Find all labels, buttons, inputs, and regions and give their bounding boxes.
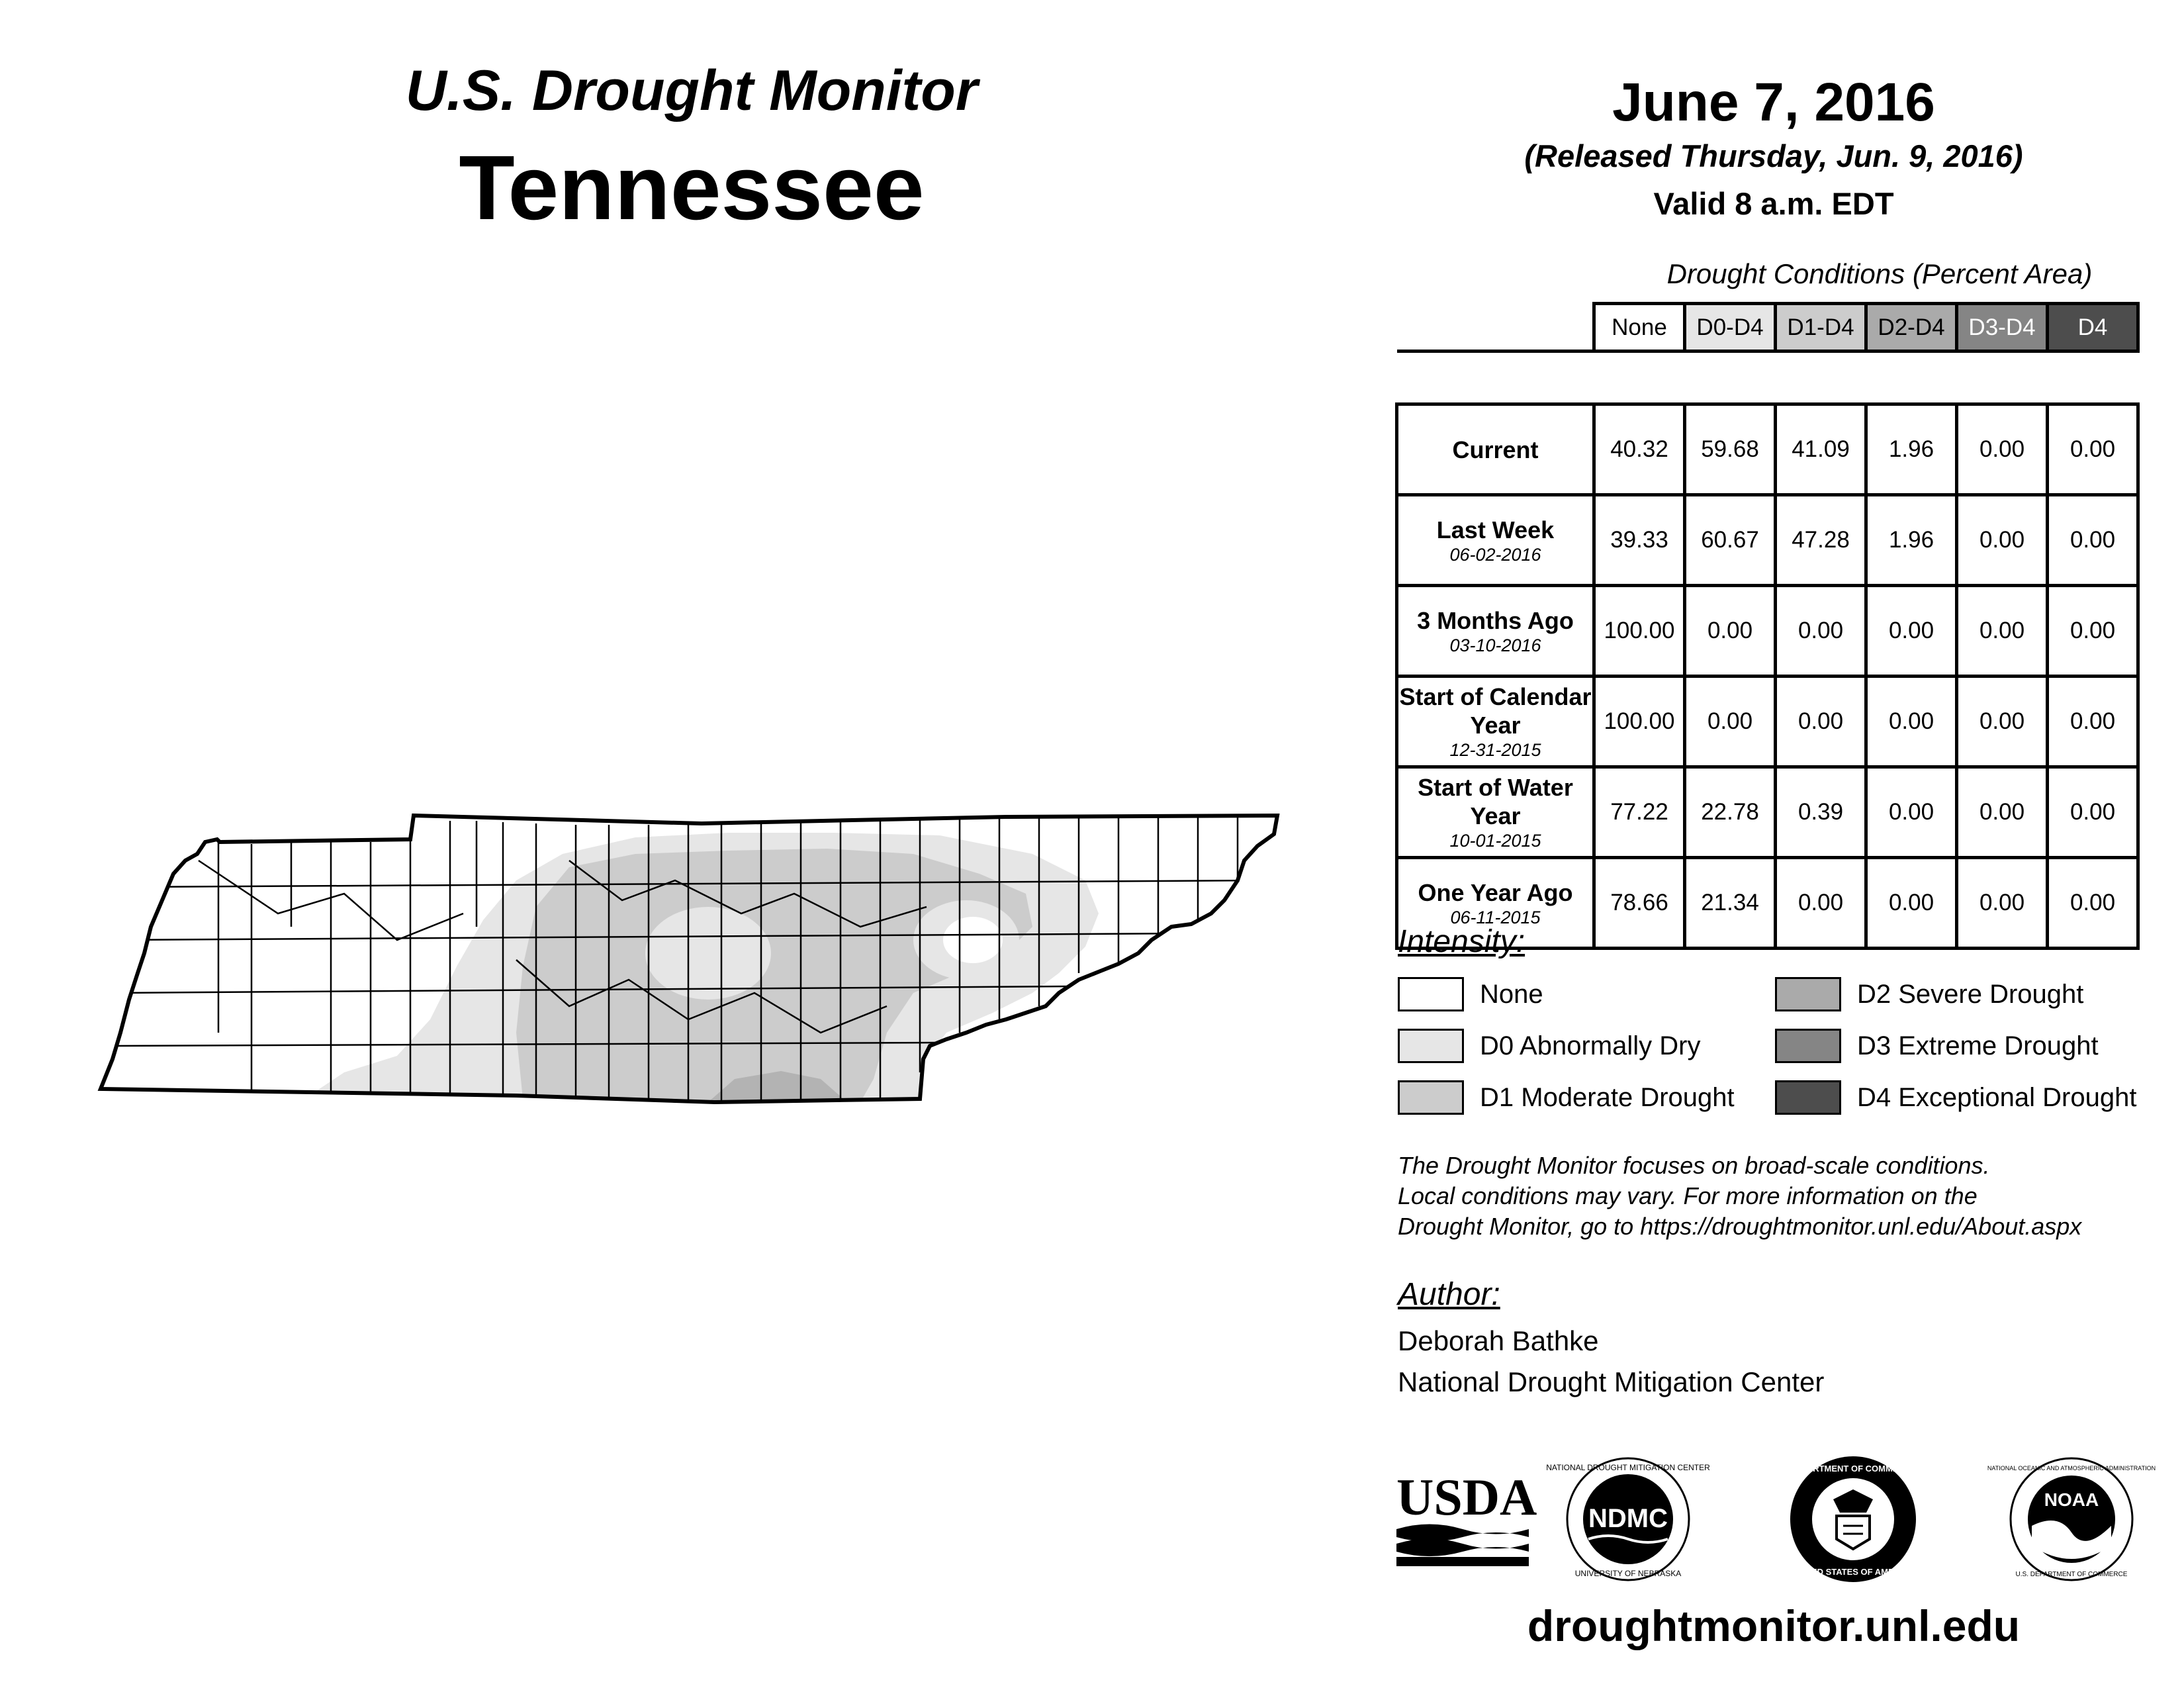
table-cell: 0.00: [1957, 586, 2048, 677]
table-row: [1397, 495, 2138, 586]
column-header: D0-D4: [1685, 304, 1776, 352]
column-header: None: [1594, 304, 1685, 352]
row-title: Start of Water Year: [1418, 774, 1573, 829]
row-title: Last Week: [1436, 516, 1555, 543]
row-title: One Year Ago: [1418, 878, 1573, 906]
table-cell: 78.66: [1594, 858, 1685, 949]
row-label: [1397, 586, 1594, 677]
state-title: Tennessee: [459, 137, 925, 239]
table-cell: 39.33: [1594, 495, 1685, 586]
column-header: D2-D4: [1866, 304, 1957, 352]
legend-swatch: [1775, 977, 1841, 1011]
row-date: 06-02-2016: [1449, 544, 1541, 565]
table-cell: 0.39: [1776, 767, 1866, 858]
legend-label: None: [1480, 979, 1543, 1009]
row-label: [1397, 677, 1594, 767]
column-header: D3-D4: [1957, 304, 2048, 352]
table-cell: 0.00: [2048, 767, 2138, 858]
table-spacer: [1594, 352, 2138, 404]
table-cell: 41.09: [1776, 404, 1866, 495]
noaa-logo: [1987, 1458, 2156, 1580]
legend-heading: Intensity:: [1398, 924, 1525, 959]
table-cell: 0.00: [2048, 495, 2138, 586]
disclaimer: [1398, 1150, 2179, 1242]
legend-label: D4 Exceptional Drought: [1857, 1082, 2137, 1112]
table-cell: 0.00: [2048, 858, 2138, 949]
noaa-text: NOAA: [2044, 1489, 2099, 1510]
column-header: D1-D4: [1776, 304, 1866, 352]
none-pocket: [943, 917, 1003, 963]
author-name: Deborah Bathke: [1398, 1325, 1599, 1356]
table-cell: 0.00: [1866, 677, 1957, 767]
valid-time: Valid 8 a.m. EDT: [1653, 186, 1894, 221]
table-cell: 0.00: [1685, 586, 1776, 677]
legend-swatch: [1398, 1080, 1464, 1115]
table-cell: 59.68: [1685, 404, 1776, 495]
table-cell: 40.32: [1594, 404, 1685, 495]
table-cell: 21.34: [1685, 858, 1776, 949]
row-date: 06-11-2015: [1450, 907, 1541, 927]
table-cell: 0.00: [1776, 586, 1866, 677]
disclaimer-line: Drought Monitor, go to https://droughtmonitor.unl.edu/About.aspx: [1398, 1213, 2082, 1240]
legend-swatch: [1775, 1080, 1841, 1115]
noaa-ring-bottom: U.S. DEPARTMENT OF COMMERCE: [2015, 1571, 2128, 1578]
table-row: [1397, 404, 2138, 495]
ndmc-logo: [1546, 1458, 1710, 1580]
legend-swatch: [1775, 1029, 1841, 1063]
drought-conditions-table: [1395, 302, 2140, 950]
table-header-row: [1397, 304, 2138, 352]
doc-ring-top: DEPARTMENT OF COMMERCE: [1790, 1464, 1917, 1474]
legend-item: [1775, 974, 2083, 1014]
table-cell: 0.00: [1957, 404, 2048, 495]
legend-label: D3 Extreme Drought: [1857, 1031, 2099, 1060]
column-header: D4: [2048, 304, 2138, 352]
table-cell: 0.00: [1957, 858, 2048, 949]
table-cell: 0.00: [2048, 404, 2138, 495]
d0-pocket: [645, 907, 771, 1000]
usda-logo: [1396, 1468, 1537, 1566]
author-organization: National Drought Mitigation Center: [1398, 1366, 1825, 1397]
table-cell: 100.00: [1594, 677, 1685, 767]
table-caption: Drought Conditions (Percent Area): [1666, 258, 2093, 289]
table-cell: 100.00: [1594, 586, 1685, 677]
table-cell: 0.00: [1776, 858, 1866, 949]
table-cell: 0.00: [2048, 677, 2138, 767]
legend-swatch: [1398, 977, 1464, 1011]
disclaimer-line: The Drought Monitor focuses on broad-scale conditions.: [1398, 1152, 1990, 1179]
table-spacer: [1397, 352, 1594, 404]
legend-item: [1775, 1078, 2136, 1117]
release-date: (Released Thursday, Jun. 9, 2016): [1524, 138, 2023, 173]
row-label: [1397, 767, 1594, 858]
row-title: 3 Months Ago: [1417, 606, 1574, 634]
legend-item: [1398, 974, 1543, 1014]
table-cell: 0.00: [1957, 767, 2048, 858]
doc-seal: [1790, 1456, 1917, 1582]
table-row: [1397, 767, 2138, 858]
legend-item: [1398, 1026, 1700, 1066]
ndmc-ring-bottom: UNIVERSITY OF NEBRASKA: [1574, 1569, 1682, 1578]
table-row: [1397, 677, 2138, 767]
usda-text: USDA: [1396, 1468, 1537, 1526]
row-title: Start of Calendar Year: [1399, 683, 1592, 739]
table-cell: 47.28: [1776, 495, 1866, 586]
ndmc-ring-top: NATIONAL DROUGHT MITIGATION CENTER: [1546, 1463, 1710, 1472]
legend-label: D1 Moderate Drought: [1480, 1082, 1735, 1112]
disclaimer-line: Local conditions may vary. For more information on the: [1398, 1182, 1978, 1209]
website-url[interactable]: droughtmonitor.unl.edu: [1527, 1601, 2021, 1650]
row-date: 12-31-2015: [1449, 740, 1541, 760]
author-heading: Author:: [1398, 1277, 1500, 1312]
table-cell: 0.00: [1866, 767, 1957, 858]
map-date: June 7, 2016: [1612, 72, 1935, 132]
table-corner: [1397, 304, 1594, 352]
table-cell: 60.67: [1685, 495, 1776, 586]
table-cell: 0.00: [1685, 677, 1776, 767]
legend-label: D2 Severe Drought: [1857, 979, 2084, 1009]
legend-swatch: [1398, 1029, 1464, 1063]
row-date: 10-01-2015: [1449, 831, 1541, 851]
table-cell: 1.96: [1866, 404, 1957, 495]
legend-label: D0 Abnormally Dry: [1480, 1031, 1701, 1060]
row-label: [1397, 495, 1594, 586]
table-cell: 0.00: [2048, 586, 2138, 677]
table-cell: 77.22: [1594, 767, 1685, 858]
table-cell: 0.00: [1957, 495, 2048, 586]
row-label: [1397, 404, 1594, 495]
legend-item: [1398, 1078, 1735, 1117]
row-date: 03-10-2016: [1449, 635, 1541, 655]
doc-ring-bottom: UNITED STATES OF AMERICA: [1791, 1567, 1915, 1577]
table-row: [1397, 586, 2138, 677]
legend-item: [1775, 1026, 2099, 1066]
table-cell: 22.78: [1685, 767, 1776, 858]
agency-logos: [1396, 1456, 2156, 1589]
table-cell: 0.00: [1866, 586, 1957, 677]
table-cell: 0.00: [1957, 677, 2048, 767]
table-cell: 0.00: [1776, 677, 1866, 767]
table-cell: 0.00: [1866, 858, 1957, 949]
ndmc-text: NDMC: [1588, 1504, 1668, 1533]
row-title: Current: [1452, 436, 1539, 463]
noaa-ring-top: NATIONAL OCEANIC AND ATMOSPHERIC ADMINISTRATION: [1987, 1465, 2156, 1472]
monitor-title: U.S. Drought Monitor: [405, 59, 978, 122]
table-cell: 1.96: [1866, 495, 1957, 586]
